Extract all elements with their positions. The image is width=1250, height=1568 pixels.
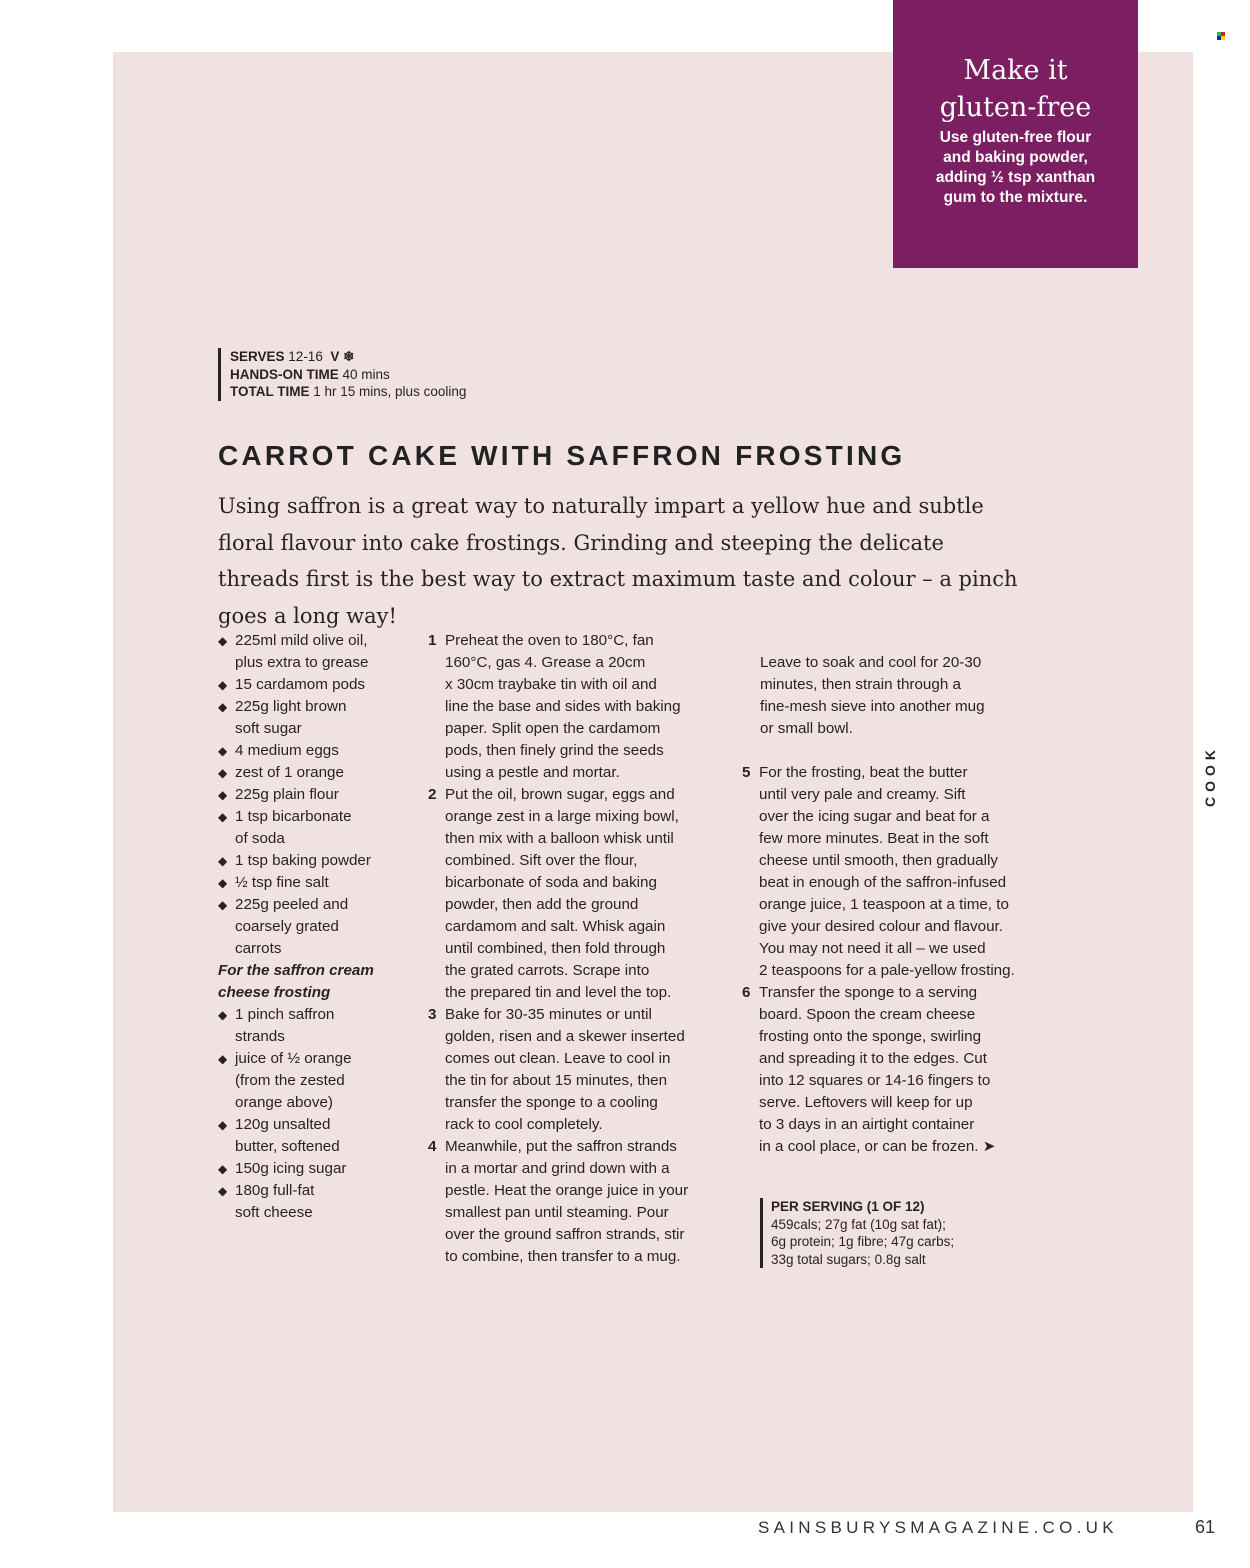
method-step-4-continued: Leave to soak and cool for 20-30 minutes, then strain through a fine-mesh sieve into another mug or small bowl. [760,654,985,737]
frosting-subheading: For the saffron cream cheese frosting [218,962,374,1001]
ingredient-item: ◆ 4 medium eggs [218,740,408,762]
ingredient-item: ◆ 180g full-fat soft cheese [218,1180,408,1224]
recipe-title: CARROT CAKE WITH SAFFRON FROSTING [218,440,906,471]
ingredient-item: ◆ 225g light brown soft sugar [218,696,408,740]
step-text: For the frosting, beat the butter until very pale and creamy. Sift over the icing sugar and beat for a few more minutes. Beat in the soft cheese until smooth, then gradually beat in enough of the saffron-infused orange juice, 1 teaspoon at a time, to give your desired colour and flavour. You may not need it all – we used 2 teaspoons for a pale-yellow frosting. [759,764,1015,979]
ingredient-item: ◆ 225ml mild olive oil, plus extra to grease [218,630,408,674]
step-number: 5 [742,764,751,781]
method-column-1 [428,630,728,1268]
step-text: Preheat the oven to 180°C, fan 160°C, gas 4. Grease a 20cm x 30cm traybake tin with oil and line the base and sides with baking paper. Split open the cardamom pods, then finely grind the seeds using a pestle and mortar. [445,632,681,781]
ingredient-item: ◆ 225g peeled and coarsely grated carrots [218,894,408,960]
step-text: Bake for 30-35 minutes or until golden, risen and a skewer inserted comes out clean. Leave to cool in the tin for about 15 minutes, then transfer the sponge to a cooling rack to cool completely. [445,1006,685,1133]
recipe-intro: Using saffron is a great way to naturally impart a yellow hue and subtle floral flavour into cake frostings. Grinding and steeping the delicate threads first is the best way to extract maximum taste and colour – a pinch goes a long way! [218,494,1018,628]
brand-logo-icon [1217,32,1225,40]
section-label: COOK [1202,745,1218,807]
method-step [742,762,1042,982]
ingredient-item: ◆ 225g plain flour [218,784,408,806]
ingredient-item: ◆ 15 cardamom pods [218,674,408,696]
hands-on-label: HANDS-ON TIME [230,366,339,382]
total-time-label: TOTAL TIME [230,384,310,399]
nutrition-line: 459cals; 27g fat (10g sat fat); [771,1216,946,1232]
step-text: Transfer the sponge to a serving board. Spoon the cream cheese frosting onto the sponge, swirling and spreading it to the edges. Cut into 12 squares or 14-16 fingers to serve. Leftovers will keep for up to 3 days in an airtight container in a cool place, or can be frozen. ➤ [759,984,996,1155]
method-step [428,1004,728,1136]
diet-badges: V ❄ [330,349,355,364]
gluten-free-title: Make it gluten-free [939,55,1092,123]
page-number: 61 [1195,1517,1216,1537]
footer-website: SAINSBURYSMAGAZINE.CO.UK [758,1518,1118,1537]
step-number: 4 [428,1138,437,1155]
nutrition-info [760,1198,954,1268]
total-time-value: 1 hr 15 mins, plus cooling [313,384,467,399]
nutrition-line: 33g total sugars; 0.8g salt [771,1251,926,1267]
ingredient-item: ◆ 1 tsp bicarbonate of soda [218,806,408,850]
serves-label: SERVES [230,349,285,364]
ingredient-item: ◆ 1 tsp baking powder [218,850,408,872]
step-number: 1 [428,632,437,649]
method-step [428,784,728,1004]
method-column-2 [742,630,1042,1180]
gluten-free-box [893,0,1138,268]
step-number: 3 [428,1006,437,1023]
ingredient-item: ◆ zest of 1 orange [218,762,408,784]
recipe-meta [218,348,466,401]
method-step [742,982,1042,1158]
ingredient-item: ◆ juice of ½ orange (from the zested orange above) [218,1048,408,1114]
ingredient-item: ◆ 150g icing sugar [218,1158,408,1180]
method-step [428,1136,728,1268]
step-number: 6 [742,984,751,1001]
gluten-free-text: Use gluten-free flour and baking powder, adding ½ tsp xanthan gum to the mixture. [935,129,1096,206]
ingredient-item: ◆ ½ tsp fine salt [218,872,408,894]
step-text: Meanwhile, put the saffron strands in a mortar and grind down with a pestle. Heat the orange juice in your smallest pan until steaming. Pour over the ground saffron strands, stir to combine, then transfer to a mug. [445,1138,689,1265]
step-number: 2 [428,786,437,803]
method-step [428,630,728,784]
nutrition-heading: PER SERVING (1 OF 12) [771,1199,925,1214]
ingredient-item: ◆ 120g unsalted butter, softened [218,1114,408,1158]
ingredient-item: ◆ 1 pinch saffron strands [218,1004,408,1048]
step-text: Put the oil, brown sugar, eggs and orange zest in a large mixing bowl, then mix with a balloon whisk until combined. Sift over the flour, bicarbonate of soda and baking powder, then add the ground cardamom and salt. Whisk again until combined, then fold through the grated carrots. Scrape into the prepared tin and level the top. [445,786,679,1001]
nutrition-line: 6g protein; 1g fibre; 47g carbs; [771,1234,955,1249]
hands-on-value: 40 mins [342,366,390,382]
serves-value: 12-16 [288,349,323,364]
ingredients-list [218,630,408,1224]
